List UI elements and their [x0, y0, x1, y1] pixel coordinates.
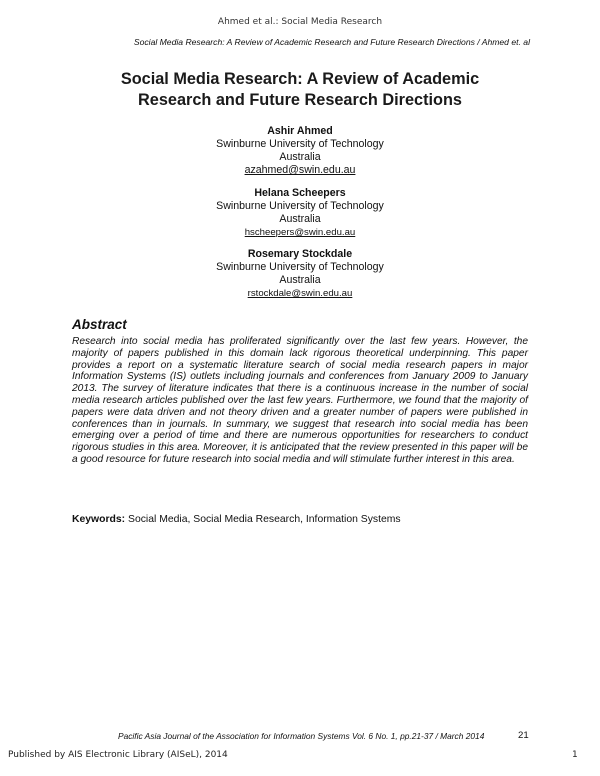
author-name: Helana Scheepers — [254, 187, 346, 199]
author-affiliation: Swinburne University of Technology — [216, 200, 384, 212]
title-line-1: Social Media Research: A Review of Academic — [120, 70, 480, 88]
author-country: Australia — [279, 151, 321, 163]
author-email-link[interactable]: hscheepers@swin.edu.au — [244, 227, 356, 238]
author-name: Ashir Ahmed — [267, 125, 333, 137]
running-header-top: Ahmed et al.: Social Media Research — [217, 17, 383, 27]
journal-citation-footer: Pacific Asia Journal of the Association for Information Systems Vol. 6 No. 1, pp.21-37 / March 2014 — [118, 731, 485, 741]
paper-title — [60, 69, 540, 111]
pdf-page-number: 1 — [572, 750, 578, 760]
running-header-paper: Social Media Research: A Review of Academic Research and Future Research Directions / Ahmed et. al — [133, 37, 530, 47]
keywords-label: Keywords: — [72, 514, 126, 525]
author-affiliation: Swinburne University of Technology — [216, 138, 384, 150]
author-affiliation: Swinburne University of Technology — [216, 261, 384, 273]
author-block-1 — [100, 125, 500, 177]
author-block-3 — [100, 248, 500, 300]
author-email-link[interactable]: rstockdale@swin.edu.au — [247, 288, 353, 299]
publisher-footer: Published by AIS Electronic Library (AISeL), 2014 — [8, 750, 228, 760]
page-number: 21 — [518, 730, 529, 741]
abstract-heading: Abstract — [72, 317, 127, 332]
author-block-2 — [100, 187, 500, 239]
keywords-line — [72, 514, 401, 525]
author-country: Australia — [279, 213, 321, 225]
author-country: Australia — [279, 274, 321, 286]
author-name: Rosemary Stockdale — [247, 248, 353, 260]
title-line-2: Research and Future Research Directions — [138, 91, 462, 109]
abstract-text: Research into social media has proliferated significantly over the last few years. However, the majority of papers published in this domain lack rigorous theoretical underpinning. This paper provides a report on a systematic literature search of social media research papers in major Information Systems (IS) outlets including journals and conferences from January 2009 to January 2013. The survey of literature indicates that there is a continuous increase in the number of social media research articles published over the last few years. Furthermore, we found that the majority of papers were data driven and not theory driven and a greater number of papers were published in conferences than in journals. In summary, we suggest that research into social media has been emerging over a period of time and there are numerous opportunities for researchers to conduct rigorous studies in this area. Moreover, it is anticipated that the review presented in this paper will be a good resource for future research into social media and will stimulate further interest in this area. — [72, 336, 528, 465]
author-email-link[interactable]: azahmed@swin.edu.au — [244, 164, 356, 176]
keywords-value: Social Media, Social Media Research, Information Systems — [128, 514, 401, 525]
